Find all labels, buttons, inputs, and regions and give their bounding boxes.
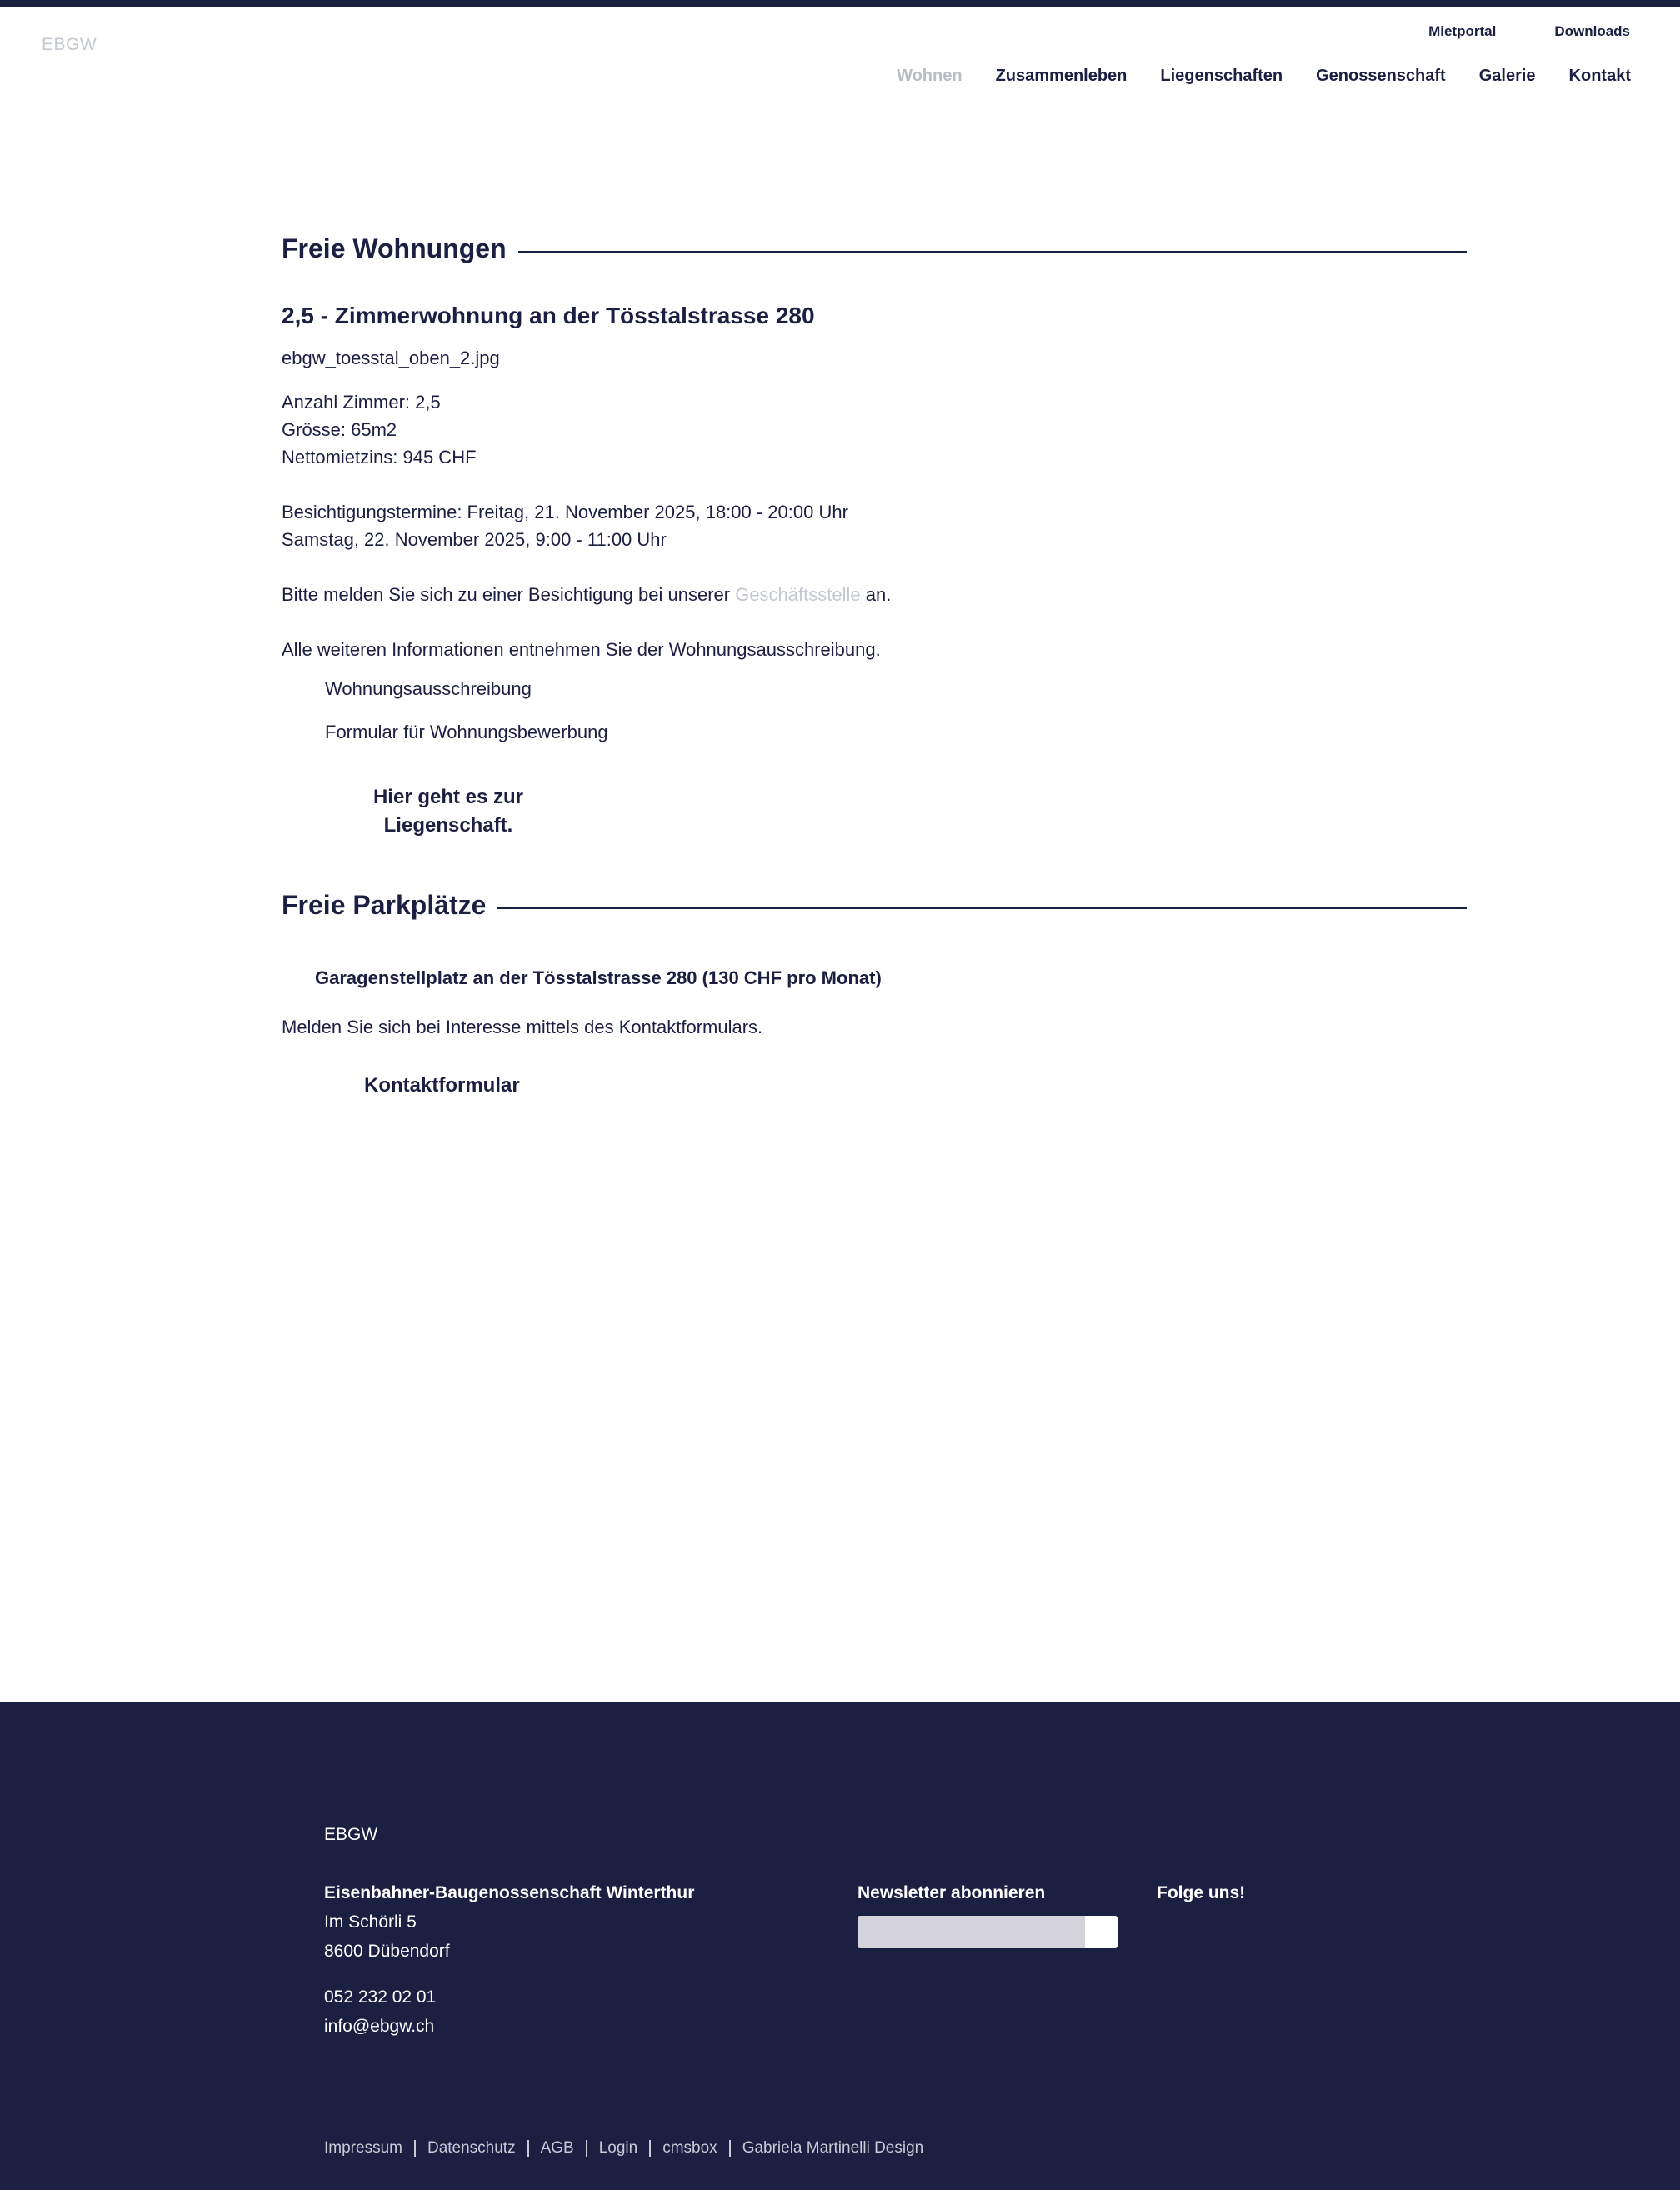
cta-line-1: Hier geht es zur bbox=[372, 786, 524, 808]
document-link-bewerbung[interactable]: Formular für Wohnungsbewerbung bbox=[325, 722, 608, 742]
detail-rent: Nettomietzins: 945 CHF bbox=[282, 447, 477, 468]
section-header-apartments bbox=[282, 233, 1467, 264]
footer-link-agb[interactable]: AGB bbox=[540, 2139, 574, 2157]
footer-link-login[interactable]: Login bbox=[598, 2139, 638, 2157]
parking-listing: Garagenstellplatz an der Tösstalstrasse 280 (130 CHF pro Monat) bbox=[315, 968, 882, 988]
section-title: Freie Parkplätze bbox=[282, 890, 487, 920]
detail-size: Grösse: 65m2 bbox=[282, 419, 398, 440]
nav-item-genossenschaft[interactable]: Genossenschaft bbox=[1316, 67, 1446, 85]
nav-item-wohnen[interactable]: Wohnen bbox=[897, 67, 962, 85]
contact-form-link[interactable]: Kontaktformular bbox=[364, 1074, 520, 1097]
nav-item-kontakt[interactable]: Kontakt bbox=[1568, 67, 1631, 85]
office-link[interactable]: Geschäftsstelle bbox=[735, 584, 861, 605]
footer-email[interactable]: info@ebgw.ch bbox=[324, 2017, 435, 2036]
follow-us-title: Folge uns! bbox=[1157, 1883, 1246, 1902]
nav-item-zusammenleben[interactable]: Zusammenleben bbox=[995, 67, 1128, 85]
viewing-date-1: Besichtigungstermine: Freitag, 21. November 2025, 18:00 - 20:00 Uhr bbox=[282, 502, 848, 522]
footer-separator bbox=[586, 2140, 588, 2157]
section-divider bbox=[498, 908, 1467, 909]
listing-details bbox=[282, 388, 1467, 471]
newsletter-section bbox=[858, 1878, 1118, 1948]
listing-title: 2,5 - Zimmerwohnung an der Tösstalstrasse 280 bbox=[282, 302, 815, 328]
documents-list bbox=[325, 678, 1467, 743]
footer-logo[interactable]: EBGW bbox=[324, 1825, 378, 1844]
section-divider bbox=[518, 251, 1467, 252]
section-title: Freie Wohnungen bbox=[282, 233, 507, 263]
footer-separator bbox=[528, 2140, 529, 2157]
footer-separator bbox=[729, 2140, 731, 2157]
document-link-ausschreibung[interactable]: Wohnungsausschreibung bbox=[325, 678, 532, 699]
newsletter-submit-button[interactable] bbox=[1085, 1916, 1118, 1948]
top-accent-bar bbox=[0, 0, 1680, 7]
nav-item-galerie[interactable]: Galerie bbox=[1478, 67, 1536, 85]
footer-phone[interactable]: 052 232 02 01 bbox=[324, 1988, 437, 2007]
meta-navigation bbox=[1428, 23, 1630, 40]
meta-nav-downloads[interactable]: Downloads bbox=[1554, 23, 1630, 39]
register-text bbox=[282, 581, 1467, 608]
listing-image-alt: ebgw_toesstal_oben_2.jpg bbox=[282, 348, 500, 368]
newsletter-title: Newsletter abonnieren bbox=[858, 1883, 1046, 1902]
viewing-date-2: Samstag, 22. November 2025, 9:00 - 11:00 Uhr bbox=[282, 529, 667, 550]
detail-rooms: Anzahl Zimmer: 2,5 bbox=[282, 392, 441, 412]
footer-link-impressum[interactable]: Impressum bbox=[324, 2139, 402, 2157]
meta-nav-mietportal[interactable]: Mietportal bbox=[1428, 23, 1497, 39]
register-text-before: Bitte melden Sie sich zu einer Besichtigung bei unserer bbox=[282, 584, 736, 605]
footer-link-cmsbox[interactable]: cmsbox bbox=[662, 2139, 718, 2157]
nav-item-liegenschaften[interactable]: Liegenschaften bbox=[1160, 67, 1283, 85]
footer-city: 8600 Dübendorf bbox=[324, 1942, 450, 1961]
footer-links bbox=[324, 2139, 923, 2158]
newsletter-form bbox=[858, 1916, 1118, 1948]
main-content bbox=[282, 233, 1467, 1098]
register-text-after: an. bbox=[860, 584, 892, 605]
footer-link-designer[interactable]: Gabriela Martinelli Design bbox=[742, 2139, 924, 2157]
footer-link-datenschutz[interactable]: Datenschutz bbox=[427, 2139, 516, 2157]
property-link-button[interactable] bbox=[344, 783, 552, 840]
footer-street: Im Schörli 5 bbox=[324, 1912, 417, 1932]
newsletter-email-input[interactable] bbox=[858, 1916, 1085, 1948]
site-footer bbox=[0, 1702, 1680, 2190]
cta-line-2: Liegenschaft. bbox=[383, 814, 513, 837]
main-navigation bbox=[897, 67, 1631, 86]
parking-contact-text: Melden Sie sich bei Interesse mittels des Kontaktformulars. bbox=[282, 1017, 763, 1038]
footer-address bbox=[324, 1878, 694, 2041]
footer-org-name: Eisenbahner-Baugenossenschaft Winterthur bbox=[324, 1883, 695, 1902]
section-header-parking bbox=[282, 890, 1467, 921]
site-logo[interactable]: EBGW bbox=[42, 35, 98, 54]
viewing-dates bbox=[282, 498, 1467, 553]
footer-separator bbox=[649, 2140, 651, 2157]
footer-separator bbox=[414, 2140, 416, 2157]
more-info-text: Alle weiteren Informationen entnehmen Sie der Wohnungsausschreibung. bbox=[282, 639, 881, 660]
